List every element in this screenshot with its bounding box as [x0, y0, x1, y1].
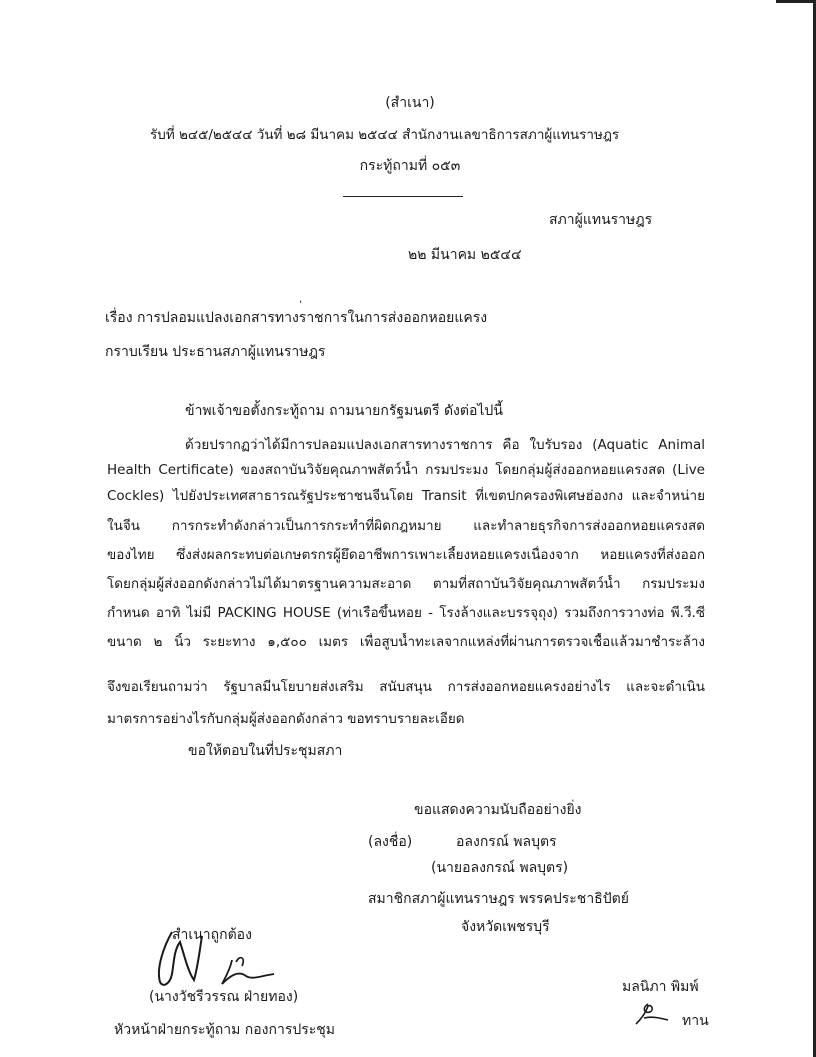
certifier-signature: [150, 924, 290, 992]
body-line: ขนาด ๒ นิ้ว ระยะทาง ๑,๕๐๐ เมตร เพื่อสูบน้ำทะเลจากแหล่งที่ผ่านการตรวจเชื้อแล้วมาชำระล้าง: [107, 634, 705, 650]
body-intro: ข้าพเจ้าขอตั้งกระทู้ถาม ถามนายกรัฐมนตรี ดังต่อไปนี้: [185, 403, 503, 419]
checked-label: ทาน: [682, 1013, 709, 1029]
document-date: ๒๒ มีนาคม ๒๕๔๔: [408, 247, 522, 263]
salutation: กราบเรียน ประธานสภาผู้แทนราษฎร: [105, 344, 326, 360]
body-line: ด้วยปรากฏว่าได้มีการปลอมแปลงเอกสารทางราชการ คือ ใบรับรอง (Aquatic Animal: [185, 437, 705, 453]
body-line: Health Certificate) ของสถาบันวิจัยคุณภาพสัตว์น้ำ กรมประมง โดยกลุ่มผู้ส่งออกหอยแครงสด (Live: [107, 462, 705, 478]
signed-label: (ลงชื่อ): [368, 834, 413, 850]
subject: เรื่อง การปลอมแปลงเอกสารทางราชการในการส่งออกหอยแครง: [105, 310, 488, 326]
certified-copy-label: สำเนาถูกต้อง: [172, 927, 252, 943]
checker-initial-signature: [630, 1000, 674, 1028]
closing-respect: ขอแสดงความนับถืออย่างยิ่ง: [414, 802, 582, 818]
copy-mark: (สำเนา): [385, 95, 435, 111]
body-line: กำหนด อาทิ ไม่มี PACKING HOUSE (ท่าเรือขึ้นหอย - โรงล้างและบรรจุถุง) รวมถึงการวางท่อ พี.วี.ซี: [107, 605, 705, 621]
body-line: จึงขอเรียนถามว่า รัฐบาลมีนโยบายส่งเสริม สนับสนุน การส่งออกหอยแครงอย่างไร และจะดำเนิน: [107, 679, 705, 695]
signer-province: จังหวัดเพชรบุรี: [461, 919, 550, 935]
signed-name: อลงกรณ์ พลบุตร: [456, 834, 557, 850]
answer-request: ขอให้ตอบในที่ประชุมสภา: [188, 743, 343, 759]
body-line: ของไทย ซึ่งส่งผลกระทบต่อเกษตรกรผู้ยึดอาชีพการเพาะเลี้ยงหอยแครงเนื่องจาก หอยแครงที่ส่งออก: [107, 547, 705, 563]
typist-line: มลนิภา พิมพ์: [622, 979, 699, 995]
signer-position: สมาชิกสภาผู้แทนราษฎร พรรคประชาธิปัตย์: [368, 891, 629, 907]
certifier-title: หัวหน้าฝ่ายกระทู้ถาม กองการประชุม: [114, 1022, 336, 1038]
stray-mark: ,: [299, 294, 303, 305]
certifier-name: (นางวัชรีวรรณ ฝ่ายทอง): [149, 989, 299, 1005]
body-line: Cockles) ไปยังประเทศสาธารณรัฐประชาชนจีนโดย Transit ที่เขตปกครองพิเศษฮ่องกง และจำหน่าย: [107, 488, 705, 504]
signer-full-name: (นายอลงกรณ์ พลบุตร): [431, 860, 569, 876]
body-line-last: มาตรการอย่างไรกับกลุ่มผู้ส่งออกดังกล่าว ขอทราบรายละเอียด: [107, 711, 465, 727]
divider-line: [343, 196, 463, 197]
body-line: โดยกลุ่มผู้ส่งออกดังกล่าวไม่ได้มาตรฐานความสะอาด ตามที่สถาบันวิจัยคุณภาพสัตว์น้ำ กรมประมง: [107, 576, 705, 592]
organization: สภาผู้แทนราษฎร: [549, 212, 653, 228]
body-line: ในจีน การกระทำดังกล่าวเป็นการกระทำที่ผิดกฎหมาย และทำลายธุรกิจการส่งออกหอยแครงสด: [107, 518, 705, 534]
receipt-line: รับที่ ๒๔๕/๒๕๔๔ วันที่ ๒๘ มีนาคม ๒๕๔๔ สำนักงานเลขาธิการสภาผู้แทนราษฎร: [150, 127, 620, 143]
scan-edge-top: [776, 0, 816, 3]
question-number: กระทู้ถามที่ ๐๕๓: [359, 158, 461, 174]
